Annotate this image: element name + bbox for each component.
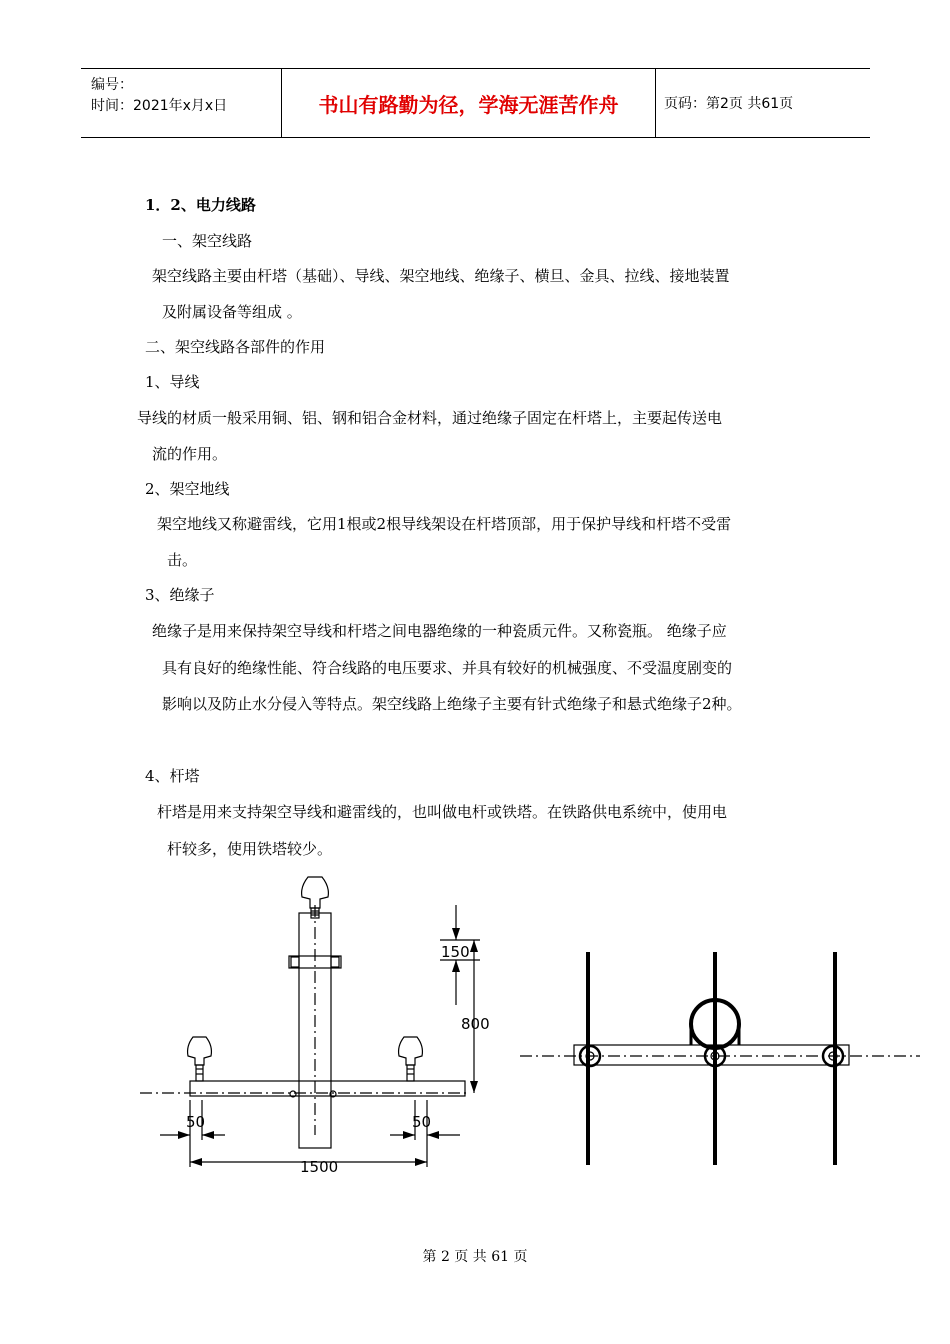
paragraph-line: 绝缘子是用来保持架空导线和杆塔之间电器绝缘的一种瓷质元件。又称瓷瓶。 绝缘子应 [152, 622, 727, 640]
item-heading-pole: 4、杆塔 [145, 767, 200, 785]
header-table [81, 68, 870, 138]
paragraph-line: 具有良好的绝缘性能、符合线路的电压要求、并具有较好的机械强度、不受温度剧变的 [162, 659, 733, 677]
subheading-overhead-lines: 一、架空线路 [162, 232, 253, 250]
item-heading-insulator: 3、绝缘子 [145, 586, 215, 604]
paragraph-line: 杆较多，使用铁塔较少。 [167, 840, 333, 858]
page-footer: 第 2 页 共 61 页 [422, 1249, 528, 1265]
crossarm-front-drawing [140, 865, 500, 1185]
section-title: 1．2、电力线路 [145, 196, 256, 214]
dim-label-50-left: 50 [186, 1113, 206, 1131]
paragraph-line: 影响以及防止水分侵入等特点。架空线路上绝缘子主要有针式绝缘子和悬式绝缘子2种。 [162, 695, 742, 713]
paragraph-line: 架空线路主要由杆塔（基础）、导线、架空地线、绝缘子、横旦、金具、拉线、接地装置 [152, 267, 730, 285]
date-label: 时间：2021年x月x日 [91, 98, 228, 114]
motto: 书山有路勤为径，学海无涯苦作舟 [318, 92, 619, 117]
dim-label-800: 800 [461, 1015, 490, 1033]
paragraph-line: 及附属设备等组成 。 [162, 303, 302, 321]
number-label: 编号： [91, 77, 133, 93]
paragraph-line: 杆塔是用来支持架空导线和避雷线的，也叫做电杆或铁塔。在铁路供电系统中，使用电 [157, 803, 728, 821]
dim-label-50-right: 50 [412, 1113, 432, 1131]
item-heading-conductor: 1、导线 [145, 373, 200, 391]
paragraph-line: 流的作用。 [152, 445, 228, 463]
dim-label-150: 150 [441, 943, 470, 961]
item-heading-ground-wire: 2、架空地线 [145, 480, 230, 498]
paragraph-line: 架空地线又称避雷线，它用1根或2根导线架设在杆塔顶部，用于保护导线和杆塔不受雷 [157, 515, 732, 533]
header-left-cell [91, 75, 227, 117]
paragraph-line: 导线的材质一般采用铜、铝、钢和铝合金材料，通过绝缘子固定在杆塔上，主要起传送电 [137, 409, 723, 427]
crossarm-top-view-drawing [520, 940, 920, 1180]
paragraph-line: 击。 [167, 551, 198, 569]
subheading-components: 二、架空线路各部件的作用 [145, 338, 326, 356]
dim-label-1500: 1500 [300, 1158, 339, 1176]
page-info: 页码：第2页 共61页 [664, 96, 794, 112]
header-middle-cell [281, 69, 656, 137]
